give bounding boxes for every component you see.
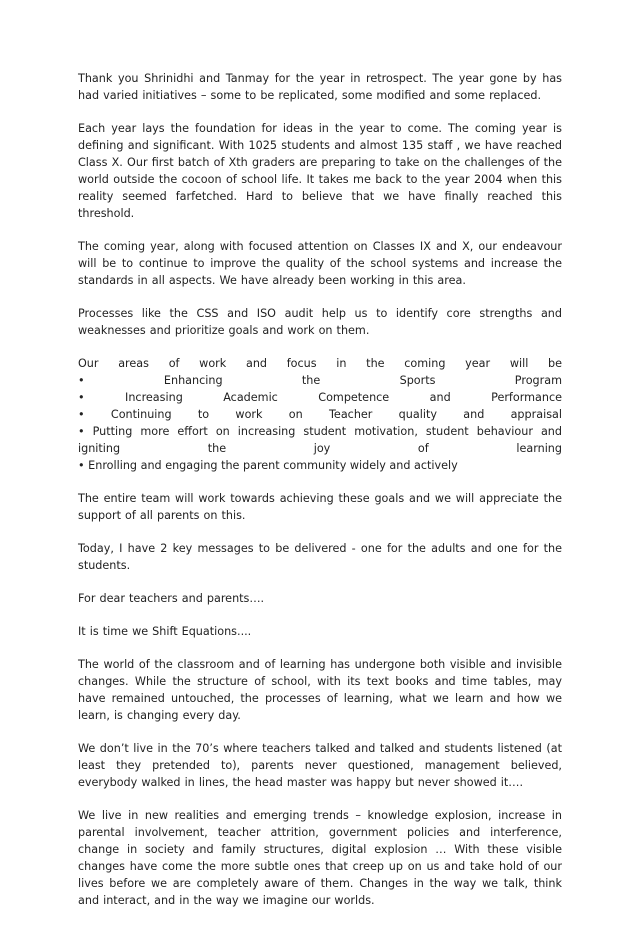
paragraph-team-goals: The entire team will work towards achieving these goals and we will appreciate the support of all parents on this. bbox=[78, 492, 562, 522]
paragraph-new-realities: We live in new realities and emerging trends – knowledge explosion, increase in parental involvement, teacher attrition, government policies and interference, change in society and family structures, digital explosion … With these visible changes have come the more subtle ones that creep up on us and take hold of our lives before we are completely aware of them. Changes in the way we talk, think and interact, and in the way we imagine our worlds. bbox=[78, 809, 562, 907]
document-body bbox=[78, 70, 562, 925]
paragraph-world-of-classroom: The world of the classroom and of learning has undergone both visible and invisible changes. While the structure of school, with its text books and time tables, may have remained untouched, the processes of learning, what we learn and how we learn, is changing every day. bbox=[78, 658, 562, 722]
list-item: • Continuing to work on Teacher quality and appraisal bbox=[78, 408, 562, 421]
paragraph-dear-teachers: For dear teachers and parents…. bbox=[78, 592, 265, 605]
list-item: • Putting more effort on increasing student motivation, student behaviour and igniting the joy of learning bbox=[78, 425, 562, 455]
list-item: • Enhancing the Sports Program bbox=[78, 374, 562, 387]
paragraph-shift-equations: It is time we Shift Equations.... bbox=[78, 625, 252, 638]
paragraph-key-messages: Today, I have 2 key messages to be delivered - one for the adults and one for the students. bbox=[78, 542, 562, 572]
paragraph-seventies: We don’t live in the 70’s where teachers talked and talked and students listened (at least they pretended to), parents never questioned, management believed, everybody walked in lines, the head master was happy but never showed it…. bbox=[78, 742, 562, 789]
list-item: • Enrolling and engaging the parent community widely and actively bbox=[78, 459, 458, 472]
paragraph-thanks: Thank you Shrinidhi and Tanmay for the year in retrospect. The year gone by has had varied initiatives – some to be replicated, some modified and some replaced. bbox=[78, 72, 562, 102]
focus-areas-list bbox=[78, 355, 562, 474]
paragraph-coming-year: The coming year, along with focused attention on Classes IX and X, our endeavour will be to continue to improve the quality of the school systems and increase the standards in all aspects. We have already been working in this area. bbox=[78, 240, 562, 287]
focus-areas-intro: Our areas of work and focus in the coming year will be bbox=[78, 357, 562, 370]
list-item: • Increasing Academic Competence and Performance bbox=[78, 391, 562, 404]
paragraph-foundation: Each year lays the foundation for ideas in the year to come. The coming year is defining and significant. With 1025 students and almost 135 staff , we have reached Class X. Our first batch of Xth graders are preparing to take on the challenges of the world outside the cocoon of school life. It takes me back to the year 2004 when this reality seemed farfetched. Hard to believe that we have finally reached this threshold. bbox=[78, 122, 562, 220]
paragraph-processes: Processes like the CSS and ISO audit help us to identify core strengths and weaknesses and prioritize goals and work on them. bbox=[78, 307, 562, 337]
